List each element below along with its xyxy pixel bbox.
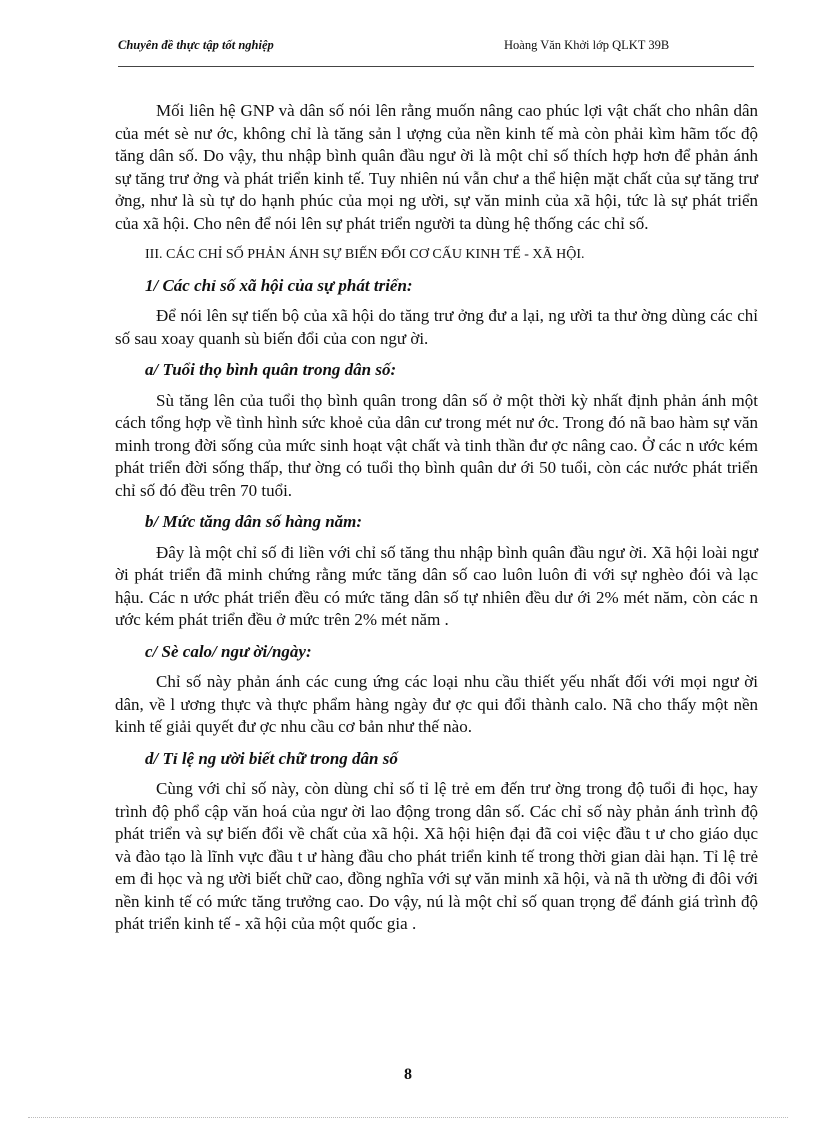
heading-calories: c/ Sè calo/ ngư ời/ngày: [145, 641, 312, 661]
heading-life-expectancy: a/ Tuổi thọ bình quân trong dân số: [145, 360, 397, 379]
page-bottom-edge [28, 1117, 788, 1118]
page-header [118, 38, 758, 58]
paragraph-population-growth: Đây là một chỉ số đi liền với chỉ số tăng thu nhập bình quân đầu ngư ời. Xã hội loài ngư ời phát triển đã minh chứng rằng mức tăng dân số cao luôn luôn đi với sự nghèo đói và lạc hậu. Các n ước phát triển đều có mức tăng dân số tự nhiên đều dư ới 2% mét năm, còn các n ước kém phát triển đều ở mức trên 2% mét năm . [115, 542, 758, 629]
section-heading: III. CÁC CHỈ SỐ PHẢN ÁNH SỰ BIẾN ĐỔI CƠ CẤU KINH TẾ - XÃ HỘI. [145, 247, 585, 262]
subsection-heading: 1/ Các chỉ số xã hội của sự phát triển: [145, 275, 413, 295]
heading-population-growth: b/ Mức tăng dân số hàng năm: [145, 512, 363, 531]
paragraph-social-indicators: Để nói lên sự tiến bộ của xã hội do tăng trư ởng đư a lại, ng ười ta thư ờng dùng các chỉ số sau xoay quanh sù biến đổi của con ngư ời. [115, 306, 758, 348]
page-body [115, 100, 758, 945]
header-title: Chuyên đề thực tập tốt nghiệp [118, 38, 274, 52]
page-number: 8 [404, 1066, 412, 1083]
paragraph-calories: Chỉ số này phản ánh các cung ứng các loại nhu cầu thiết yếu nhất đối với mọi ngư ời dân, về l ương thực và thực phẩm hàng ngày đư ợc qui đổi thành calo. Nã cho thấy một nền kinh tế giải quyết đư ợc nhu cầu cơ bản như thế nào. [115, 672, 758, 736]
header-rule [118, 66, 754, 67]
paragraph-life-expectancy: Sù tăng lên của tuổi thọ bình quân trong dân số ở một thời kỳ nhất định phản ánh một cách tổng hợp về tình hình sức khoẻ của dân cư trong mét nư ớc. Trong đó nã bao hàm sự văn minh trong đời sống của mức sinh hoạt vật chất và tinh thần đư ợc nâng cao. Ở các n ước kém phát triển đời sống thấp, thư ờng có tuổi thọ bình quân dư ới 50 tuổi, còn các nước phát triển chỉ số đó đều trên 70 tuổi. [115, 390, 758, 500]
header-author: Hoàng Văn Khởi lớp QLKT 39B [504, 38, 670, 52]
heading-literacy: d/ Tỉ lệ ng ười biết chữ trong dân số [145, 748, 398, 768]
paragraph-literacy: Cùng với chỉ số này, còn dùng chỉ số tỉ lệ trẻ em đến trư ờng trong độ tuổi đi học, hay trình độ phổ cập văn hoá của ngư ời lao động trong dân số. Các chỉ số này phản ánh trình độ phát triển và sự biến đổi về chất của xã hội. Xã hội hiện đại đã coi việc đầu t ư cho giáo dục và đào tạo là lĩnh vực đầu t ư hàng đầu cho phát triển kinh tế trong thời gian dài hạn. Tỉ lệ trẻ em đi học và ng ười biết chữ cao, đồng nghĩa với sự văn minh xã hội, và nã th ường đi đôi với nền kinh tế có mức tăng trưởng cao. Do vậy, nú là một chỉ số quan trọng để đánh giá trình độ phát triển kinh tế - xã hội của một quốc gia . [115, 779, 758, 933]
paragraph-gnp-population: Mối liên hệ GNP và dân số nói lên rằng muốn nâng cao phúc lợi vật chất cho nhân dân của mét sè nư ớc, không chỉ là tăng sản l ượng của nền kinh tế mà còn phải kìm hãm tốc độ tăng dân số. Do vậy, thu nhập bình quân đầu ngư ời là một chỉ số thích hợp hơn để phản ánh sự tăng trư ởng và phát triển kinh tế. Tuy nhiên nú vẫn chư a thể hiện mặt chất của sự tăng trư ởng, như là sù tự do hạnh phúc của mọi ng ười, sự văn minh của xã hội, tức là sự phát triển của xã hội. Cho nên để nói lên sự phát triển người ta dùng hệ thống các chỉ số. [115, 101, 758, 233]
